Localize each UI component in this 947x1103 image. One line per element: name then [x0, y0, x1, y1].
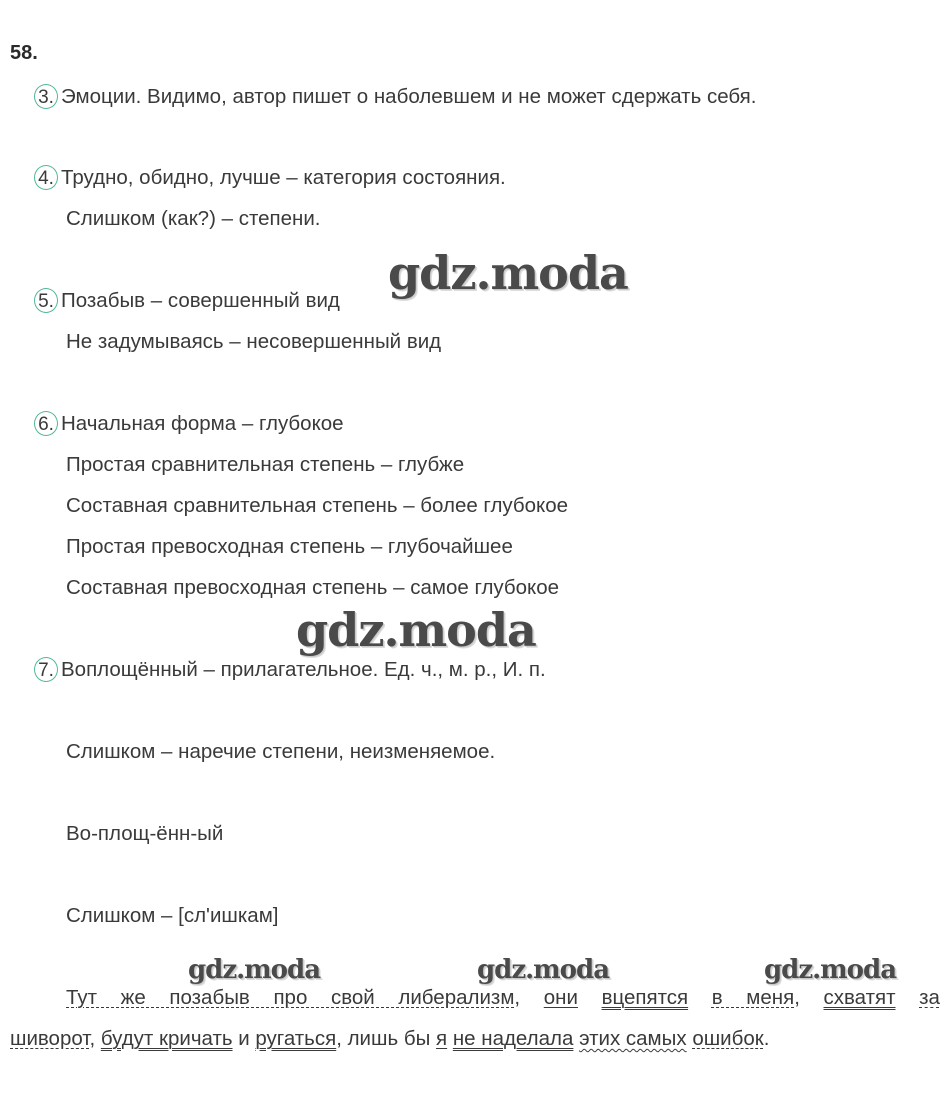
sentence-separator: .: [763, 1027, 770, 1050]
item-number-5: 5.: [34, 288, 58, 313]
answer-6: [34, 411, 344, 437]
answer-3: [34, 84, 756, 110]
sentence-part-predicate: схватят: [823, 986, 896, 1009]
answer-7-line-4: Слишком – [сл'ишкам]: [66, 904, 279, 927]
answer-7-line-1: Воплощённый – прилагательное. Ед. ч., м. р., И. п.: [61, 658, 546, 681]
answer-4-line-2: Слишком (как?) – степени.: [66, 207, 321, 230]
answer-4-line-1: Трудно, обидно, лучше – категория состояния.: [61, 166, 506, 189]
answer-5-line-2: Не задумываясь – несовершенный вид: [66, 330, 442, 353]
answer-3-text: Эмоции. Видимо, автор пишет о наболевшем и не может сдержать себя.: [61, 85, 757, 108]
sentence-separator: [896, 986, 920, 1009]
watermark: gdz.moda: [188, 955, 321, 985]
answer-5: [34, 288, 340, 314]
item-number-4: 4.: [34, 165, 58, 190]
answer-7: [34, 657, 546, 683]
watermark: gdz.moda: [764, 955, 897, 985]
answer-6-line-4: Простая превосходная степень – глубочайшее: [66, 535, 513, 558]
answer-5-line-1: Позабыв – совершенный вид: [61, 289, 340, 312]
sentence-part-adverbial: шиворот: [10, 1027, 90, 1050]
sentence-part-adverbial: Тут же позабыв про свой либерализм: [66, 986, 515, 1009]
sentence-separator: ,: [89, 1027, 101, 1050]
item-number-3: 3.: [34, 84, 58, 109]
watermark: gdz.moda: [477, 955, 610, 985]
answer-4: [34, 165, 506, 191]
sentence-part-predicate: будут кричать: [100, 1027, 233, 1050]
sentence-part-predicate: вцепятся: [601, 986, 689, 1009]
answer-6-line-1: Начальная форма – глубокое: [61, 412, 344, 435]
parsed-sentence-line-1: [66, 986, 940, 1010]
sentence-part-predicate: ругаться: [255, 1027, 337, 1050]
item-number-7: 7.: [34, 657, 58, 682]
sentence-part-adverbial: за: [919, 986, 940, 1009]
sentence-separator: ,: [514, 986, 544, 1009]
sentence-part-predicate: не наделала: [452, 1027, 574, 1050]
item-number-6: 6.: [34, 411, 58, 436]
sentence-separator: , лишь бы: [336, 1027, 437, 1050]
watermark: gdz.moda: [388, 246, 628, 300]
sentence-part-subject: я: [436, 1027, 448, 1050]
sentence-separator: ,: [794, 986, 824, 1009]
watermark: gdz.moda: [296, 603, 536, 657]
answer-7-line-2: Слишком – наречие степени, неизменяемое.: [66, 740, 496, 763]
sentence-part-subject: они: [543, 986, 578, 1009]
parsed-sentence-line-2: [10, 1027, 769, 1051]
sentence-separator: [578, 986, 602, 1009]
task-number: 58.: [10, 42, 38, 64]
sentence-part-adverbial: в меня: [711, 986, 795, 1009]
sentence-part-adverbial: ошибок: [692, 1027, 764, 1050]
sentence-part-attribute: этих самых: [579, 1027, 687, 1050]
sentence-separator: [688, 986, 712, 1009]
sentence-separator: и: [232, 1027, 256, 1050]
answer-6-line-5: Составная превосходная степень – самое глубокое: [66, 576, 560, 599]
answer-6-line-3: Составная сравнительная степень – более глубокое: [66, 494, 569, 517]
answer-7-line-3: Во-площ-ённ-ый: [66, 822, 224, 845]
answer-6-line-2: Простая сравнительная степень – глубже: [66, 453, 465, 476]
